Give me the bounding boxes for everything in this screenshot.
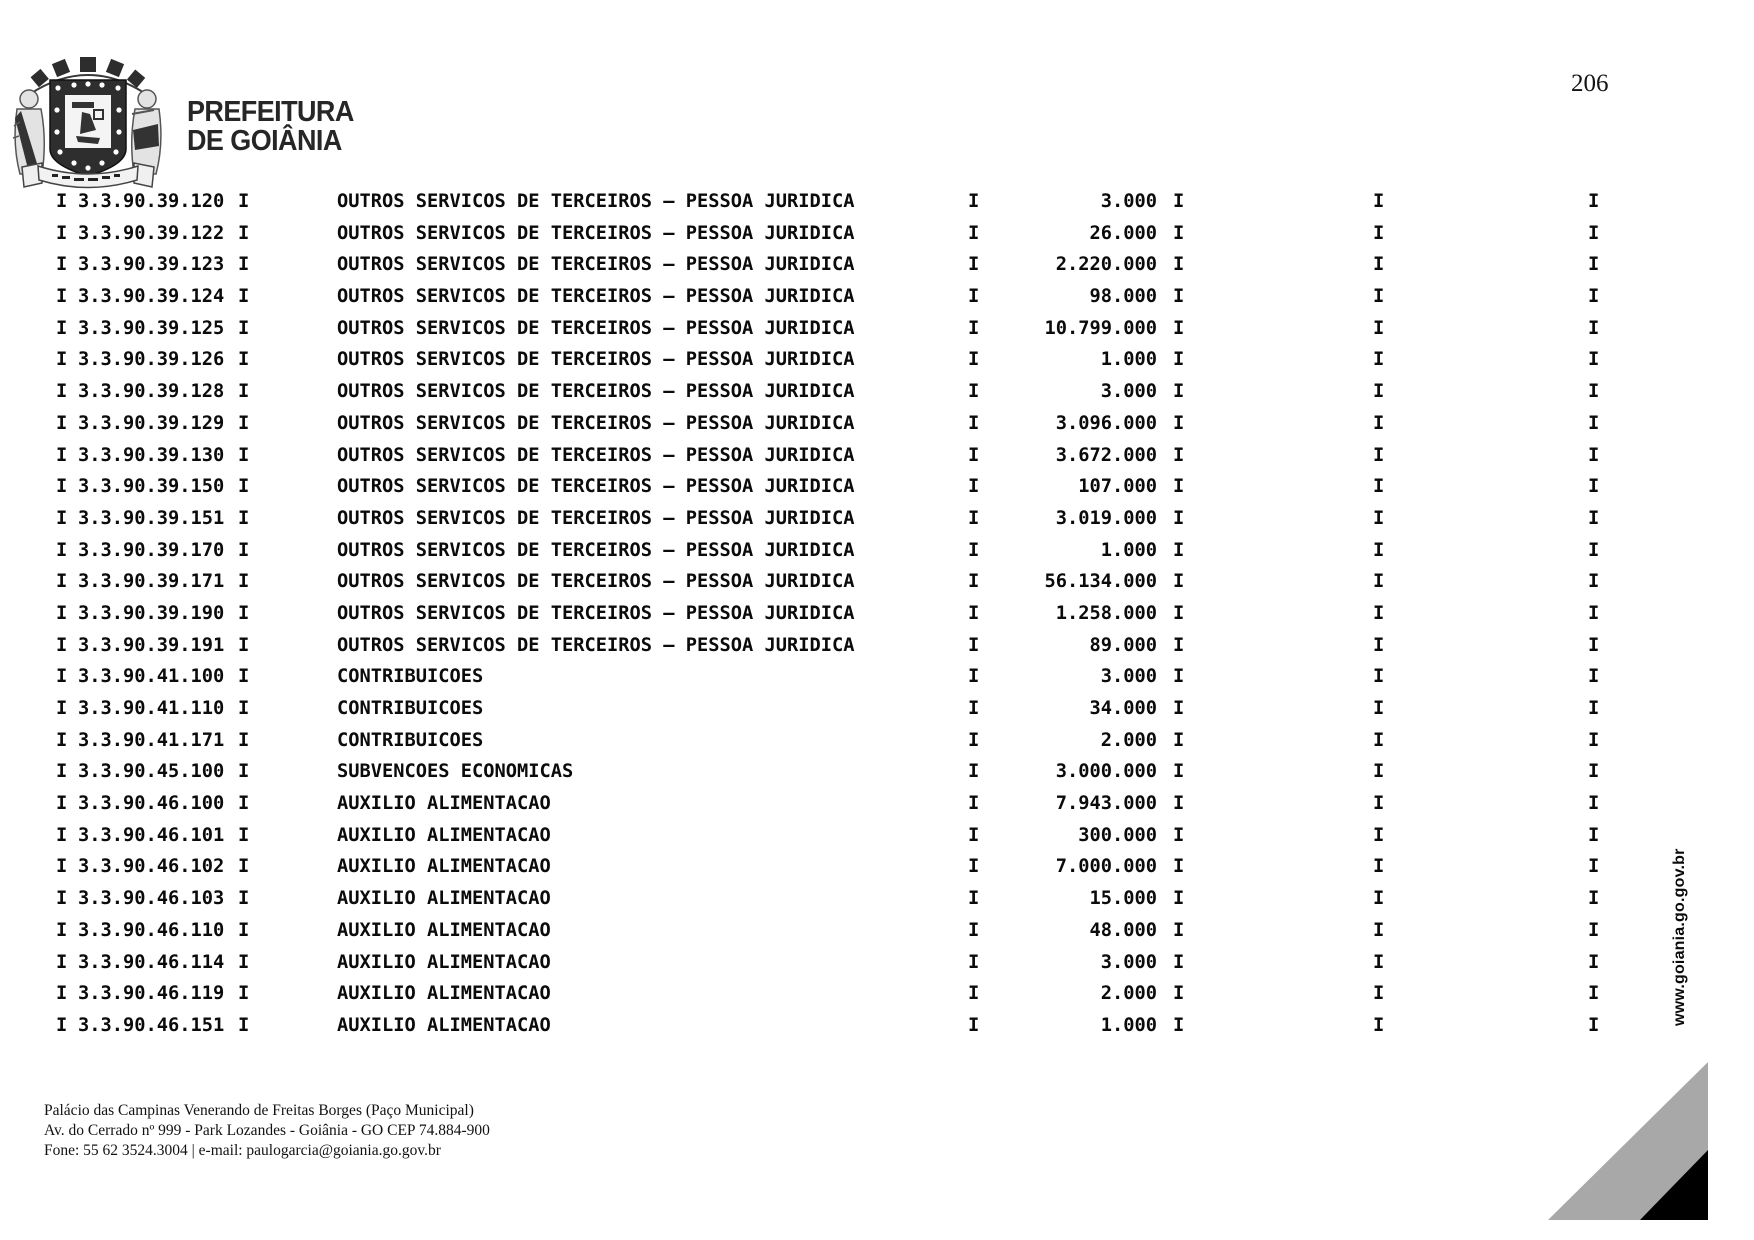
row-separator: I <box>968 793 980 815</box>
row-separator: I <box>56 729 68 751</box>
table-row <box>0 1010 1754 1042</box>
row-separator: I <box>1588 381 1600 403</box>
table-row <box>0 851 1754 883</box>
row-separator: I <box>238 761 250 783</box>
budget-value: 3.000 <box>1100 381 1157 403</box>
row-separator: I <box>238 729 250 751</box>
row-separator: I <box>968 666 980 688</box>
row-separator: I <box>238 222 250 244</box>
row-separator: I <box>968 254 980 276</box>
budget-value: 3.019.000 <box>1055 507 1157 529</box>
table-row <box>0 376 1754 408</box>
row-separator: I <box>238 1014 250 1036</box>
row-separator: I <box>1373 698 1385 719</box>
footer-line-2: Av. do Cerrado nº 999 - Park Lozandes - Goiânia - GO CEP 74.884-900 <box>44 1122 490 1139</box>
row-separator: I <box>1373 476 1385 498</box>
row-separator: I <box>968 222 980 244</box>
budget-code: 3.3.90.46.103 <box>78 888 225 910</box>
row-separator: I <box>238 634 250 656</box>
row-separator: I <box>1173 634 1185 656</box>
table-row <box>0 693 1754 725</box>
row-separator: I <box>1373 571 1385 593</box>
row-separator: I <box>1173 381 1185 403</box>
table-row <box>0 915 1754 947</box>
budget-description: OUTROS SERVICOS DE TERCEIROS – PESSOA JURIDICA <box>337 254 855 276</box>
row-separator: I <box>1588 824 1600 846</box>
row-separator: I <box>1173 191 1185 212</box>
row-separator: I <box>1373 824 1385 846</box>
table-row <box>0 471 1754 503</box>
row-separator: I <box>1373 919 1385 941</box>
budget-code: 3.3.90.46.110 <box>78 919 225 941</box>
budget-value: 2.000 <box>1100 729 1157 751</box>
budget-code: 3.3.90.39.122 <box>78 222 225 244</box>
row-separator: I <box>1173 919 1185 941</box>
row-separator: I <box>1373 761 1385 783</box>
row-separator: I <box>1373 951 1385 973</box>
page-number: 206 <box>1571 70 1609 97</box>
row-separator: I <box>56 476 68 498</box>
row-separator: I <box>968 761 980 783</box>
budget-value: 3.672.000 <box>1055 444 1157 466</box>
row-separator: I <box>968 634 980 656</box>
row-separator: I <box>968 444 980 466</box>
budget-code: 3.3.90.39.128 <box>78 381 225 403</box>
table-row <box>0 630 1754 662</box>
row-separator: I <box>238 602 250 624</box>
budget-description: OUTROS SERVICOS DE TERCEIROS – PESSOA JURIDICA <box>337 349 855 371</box>
row-separator: I <box>1588 729 1600 751</box>
row-separator: I <box>56 317 68 339</box>
row-separator: I <box>56 222 68 244</box>
row-separator: I <box>238 698 250 719</box>
budget-code: 3.3.90.39.120 <box>78 191 225 212</box>
budget-value: 48.000 <box>1089 919 1157 941</box>
row-separator: I <box>1373 444 1385 466</box>
row-separator: I <box>1373 539 1385 561</box>
row-separator: I <box>1588 951 1600 973</box>
row-separator: I <box>56 888 68 910</box>
footer-line-3: Fone: 55 62 3524.3004 | e-mail: paulogarcia@goiania.go.gov.br <box>44 1142 441 1159</box>
budget-code: 3.3.90.39.150 <box>78 476 225 498</box>
budget-description: AUXILIO ALIMENTACAO <box>337 1014 551 1036</box>
budget-value: 7.000.000 <box>1055 856 1157 878</box>
table-row <box>0 249 1754 281</box>
budget-code: 3.3.90.41.171 <box>78 729 225 751</box>
table-row <box>0 440 1754 472</box>
row-separator: I <box>968 539 980 561</box>
budget-value: 1.000 <box>1100 539 1157 561</box>
row-separator: I <box>56 444 68 466</box>
row-separator: I <box>968 191 980 212</box>
row-separator: I <box>968 729 980 751</box>
budget-value: 107.000 <box>1078 476 1157 498</box>
row-separator: I <box>1173 1014 1185 1036</box>
table-row <box>0 218 1754 250</box>
row-separator: I <box>1173 412 1185 434</box>
table-row <box>0 344 1754 376</box>
budget-description: CONTRIBUICOES <box>337 698 484 719</box>
budget-description: OUTROS SERVICOS DE TERCEIROS – PESSOA JURIDICA <box>337 507 855 529</box>
row-separator: I <box>1588 191 1600 212</box>
row-separator: I <box>1373 634 1385 656</box>
brand-line-1: PREFEITURA <box>187 96 354 128</box>
row-separator: I <box>1588 1014 1600 1036</box>
row-separator: I <box>1588 856 1600 878</box>
row-separator: I <box>1173 349 1185 371</box>
budget-description: CONTRIBUICOES <box>337 666 484 688</box>
table-row <box>0 756 1754 788</box>
budget-code: 3.3.90.39.126 <box>78 349 225 371</box>
budget-description: OUTROS SERVICOS DE TERCEIROS – PESSOA JURIDICA <box>337 412 855 434</box>
row-separator: I <box>1173 539 1185 561</box>
budget-description: SUBVENCOES ECONOMICAS <box>337 761 574 783</box>
row-separator: I <box>1588 919 1600 941</box>
budget-value: 56.134.000 <box>1044 571 1157 593</box>
budget-description: OUTROS SERVICOS DE TERCEIROS – PESSOA JURIDICA <box>337 381 855 403</box>
row-separator: I <box>56 698 68 719</box>
table-row <box>0 725 1754 757</box>
crest-right-figure <box>132 90 161 174</box>
row-separator: I <box>238 539 250 561</box>
budget-description: OUTROS SERVICOS DE TERCEIROS – PESSOA JURIDICA <box>337 571 855 593</box>
row-separator: I <box>1588 602 1600 624</box>
row-separator: I <box>1373 983 1385 1005</box>
row-separator: I <box>968 349 980 371</box>
budget-value: 89.000 <box>1089 634 1157 656</box>
row-separator: I <box>56 856 68 878</box>
row-separator: I <box>968 412 980 434</box>
row-separator: I <box>968 983 980 1005</box>
row-separator: I <box>1588 571 1600 593</box>
row-separator: I <box>1588 476 1600 498</box>
budget-description: OUTROS SERVICOS DE TERCEIROS – PESSOA JURIDICA <box>337 317 855 339</box>
row-separator: I <box>238 476 250 498</box>
budget-description: AUXILIO ALIMENTACAO <box>337 793 551 815</box>
row-separator: I <box>238 317 250 339</box>
budget-code: 3.3.90.39.124 <box>78 286 225 308</box>
row-separator: I <box>1588 698 1600 719</box>
row-separator: I <box>968 476 980 498</box>
row-separator: I <box>1373 888 1385 910</box>
row-separator: I <box>1173 698 1185 719</box>
row-separator: I <box>56 381 68 403</box>
budget-code: 3.3.90.39.130 <box>78 444 225 466</box>
row-separator: I <box>56 634 68 656</box>
crest-left-figure <box>13 90 44 174</box>
budget-value: 1.000 <box>1100 1014 1157 1036</box>
budget-code: 3.3.90.46.119 <box>78 983 225 1005</box>
budget-value: 3.000.000 <box>1055 761 1157 783</box>
row-separator: I <box>56 191 68 212</box>
brand-wordmark <box>187 98 354 156</box>
row-separator: I <box>56 507 68 529</box>
budget-code: 3.3.90.39.171 <box>78 571 225 593</box>
budget-description: OUTROS SERVICOS DE TERCEIROS – PESSOA JURIDICA <box>337 602 855 624</box>
row-separator: I <box>1588 634 1600 656</box>
row-separator: I <box>56 571 68 593</box>
row-separator: I <box>1173 286 1185 308</box>
row-separator: I <box>56 286 68 308</box>
row-separator: I <box>1373 317 1385 339</box>
table-row <box>0 598 1754 630</box>
row-separator: I <box>1173 222 1185 244</box>
row-separator: I <box>56 983 68 1005</box>
budget-value: 3.000 <box>1100 951 1157 973</box>
row-separator: I <box>56 349 68 371</box>
budget-code: 3.3.90.41.110 <box>78 698 225 719</box>
table-row <box>0 978 1754 1010</box>
row-separator: I <box>1373 507 1385 529</box>
report-table <box>0 186 1754 1042</box>
row-separator: I <box>1173 476 1185 498</box>
row-separator: I <box>238 412 250 434</box>
footer-line-1: Palácio das Campinas Venerando de Freitas Borges (Paço Municipal) <box>44 1102 474 1119</box>
row-separator: I <box>56 602 68 624</box>
row-separator: I <box>968 286 980 308</box>
table-row <box>0 408 1754 440</box>
corner-triangle-decoration <box>1548 1062 1709 1221</box>
row-separator: I <box>1173 666 1185 688</box>
table-row <box>0 186 1754 218</box>
row-separator: I <box>238 666 250 688</box>
row-separator: I <box>968 824 980 846</box>
row-separator: I <box>1173 983 1185 1005</box>
row-separator: I <box>968 951 980 973</box>
row-separator: I <box>1588 254 1600 276</box>
row-separator: I <box>1588 888 1600 910</box>
row-separator: I <box>1373 856 1385 878</box>
row-separator: I <box>56 793 68 815</box>
budget-code: 3.3.90.41.100 <box>78 666 225 688</box>
row-separator: I <box>1173 444 1185 466</box>
budget-description: AUXILIO ALIMENTACAO <box>337 919 551 941</box>
budget-value: 34.000 <box>1089 698 1157 719</box>
row-separator: I <box>1588 222 1600 244</box>
row-separator: I <box>1373 793 1385 815</box>
row-separator: I <box>238 793 250 815</box>
row-separator: I <box>238 983 250 1005</box>
row-separator: I <box>1373 412 1385 434</box>
budget-value: 7.943.000 <box>1055 793 1157 815</box>
row-separator: I <box>1588 793 1600 815</box>
row-separator: I <box>968 888 980 910</box>
row-separator: I <box>238 571 250 593</box>
budget-code: 3.3.90.46.100 <box>78 793 225 815</box>
table-row <box>0 788 1754 820</box>
budget-description: OUTROS SERVICOS DE TERCEIROS – PESSOA JURIDICA <box>337 476 855 498</box>
row-separator: I <box>1588 317 1600 339</box>
row-separator: I <box>1588 412 1600 434</box>
row-separator: I <box>968 919 980 941</box>
row-separator: I <box>238 286 250 308</box>
budget-description: OUTROS SERVICOS DE TERCEIROS – PESSOA JURIDICA <box>337 222 855 244</box>
row-separator: I <box>968 317 980 339</box>
row-separator: I <box>1373 286 1385 308</box>
crest-shield-icon <box>50 80 126 176</box>
row-separator: I <box>1373 1014 1385 1036</box>
row-separator: I <box>56 539 68 561</box>
row-separator: I <box>1173 824 1185 846</box>
row-separator: I <box>238 856 250 878</box>
budget-description: OUTROS SERVICOS DE TERCEIROS – PESSOA JURIDICA <box>337 444 855 466</box>
budget-value: 98.000 <box>1089 286 1157 308</box>
row-separator: I <box>1373 602 1385 624</box>
row-separator: I <box>1173 254 1185 276</box>
table-row <box>0 661 1754 693</box>
row-separator: I <box>1588 539 1600 561</box>
budget-value: 300.000 <box>1078 824 1157 846</box>
row-separator: I <box>238 888 250 910</box>
budget-code: 3.3.90.39.190 <box>78 602 225 624</box>
row-separator: I <box>1588 286 1600 308</box>
budget-value: 1.000 <box>1100 349 1157 371</box>
table-row <box>0 535 1754 567</box>
row-separator: I <box>56 1014 68 1036</box>
budget-code: 3.3.90.39.125 <box>78 317 225 339</box>
budget-value: 3.000 <box>1100 191 1157 212</box>
row-separator: I <box>968 381 980 403</box>
budget-description: OUTROS SERVICOS DE TERCEIROS – PESSOA JURIDICA <box>337 539 855 561</box>
budget-description: AUXILIO ALIMENTACAO <box>337 983 551 1005</box>
row-separator: I <box>1373 254 1385 276</box>
budget-description: AUXILIO ALIMENTACAO <box>337 824 551 846</box>
budget-code: 3.3.90.39.123 <box>78 254 225 276</box>
budget-value: 3.000 <box>1100 666 1157 688</box>
row-separator: I <box>968 1014 980 1036</box>
row-separator: I <box>238 824 250 846</box>
row-separator: I <box>1173 507 1185 529</box>
row-separator: I <box>968 602 980 624</box>
row-separator: I <box>1173 888 1185 910</box>
budget-description: AUXILIO ALIMENTACAO <box>337 951 551 973</box>
budget-value: 10.799.000 <box>1044 317 1157 339</box>
budget-value: 3.096.000 <box>1055 412 1157 434</box>
budget-value: 2.000 <box>1100 983 1157 1005</box>
row-separator: I <box>1173 856 1185 878</box>
budget-description: OUTROS SERVICOS DE TERCEIROS – PESSOA JURIDICA <box>337 191 855 212</box>
row-separator: I <box>238 191 250 212</box>
row-separator: I <box>1373 666 1385 688</box>
row-separator: I <box>1588 666 1600 688</box>
table-row <box>0 947 1754 979</box>
row-separator: I <box>1588 507 1600 529</box>
budget-description: CONTRIBUICOES <box>337 729 484 751</box>
row-separator: I <box>1373 222 1385 244</box>
budget-description: OUTROS SERVICOS DE TERCEIROS – PESSOA JURIDICA <box>337 634 855 656</box>
row-separator: I <box>238 349 250 371</box>
budget-value: 26.000 <box>1089 222 1157 244</box>
row-separator: I <box>1588 444 1600 466</box>
row-separator: I <box>1588 761 1600 783</box>
budget-code: 3.3.90.39.129 <box>78 412 225 434</box>
footer-address-block <box>44 1101 490 1161</box>
row-separator: I <box>1173 729 1185 751</box>
row-separator: I <box>1173 761 1185 783</box>
budget-code: 3.3.90.46.114 <box>78 951 225 973</box>
budget-code: 3.3.90.39.170 <box>78 539 225 561</box>
row-separator: I <box>1373 191 1385 212</box>
table-row <box>0 883 1754 915</box>
budget-code: 3.3.90.39.191 <box>78 634 225 656</box>
row-separator: I <box>1173 571 1185 593</box>
row-separator: I <box>238 507 250 529</box>
row-separator: I <box>56 666 68 688</box>
row-separator: I <box>968 856 980 878</box>
row-separator: I <box>1173 793 1185 815</box>
budget-description: OUTROS SERVICOS DE TERCEIROS – PESSOA JURIDICA <box>337 286 855 308</box>
budget-value: 2.220.000 <box>1055 254 1157 276</box>
row-separator: I <box>238 444 250 466</box>
row-separator: I <box>1588 983 1600 1005</box>
row-separator: I <box>56 919 68 941</box>
budget-value: 1.258.000 <box>1055 602 1157 624</box>
budget-value: 15.000 <box>1089 888 1157 910</box>
row-separator: I <box>238 381 250 403</box>
row-separator: I <box>1588 349 1600 371</box>
row-separator: I <box>56 951 68 973</box>
row-separator: I <box>238 951 250 973</box>
row-separator: I <box>56 254 68 276</box>
row-separator: I <box>56 761 68 783</box>
budget-code: 3.3.90.45.100 <box>78 761 225 783</box>
row-separator: I <box>1173 951 1185 973</box>
table-row <box>0 566 1754 598</box>
goiania-coat-of-arms-logo <box>8 52 168 190</box>
row-separator: I <box>1173 317 1185 339</box>
budget-code: 3.3.90.46.102 <box>78 856 225 878</box>
row-separator: I <box>968 698 980 719</box>
row-separator: I <box>1373 729 1385 751</box>
row-separator: I <box>1373 381 1385 403</box>
row-separator: I <box>56 412 68 434</box>
table-row <box>0 820 1754 852</box>
row-separator: I <box>238 919 250 941</box>
budget-code: 3.3.90.46.151 <box>78 1014 225 1036</box>
row-separator: I <box>968 571 980 593</box>
row-separator: I <box>1173 602 1185 624</box>
budget-code: 3.3.90.46.101 <box>78 824 225 846</box>
row-separator: I <box>968 507 980 529</box>
row-separator: I <box>238 254 250 276</box>
budget-description: AUXILIO ALIMENTACAO <box>337 856 551 878</box>
budget-code: 3.3.90.39.151 <box>78 507 225 529</box>
website-vertical-text: www.goiania.go.gov.br <box>1671 848 1688 1026</box>
budget-description: AUXILIO ALIMENTACAO <box>337 888 551 910</box>
table-row <box>0 281 1754 313</box>
row-separator: I <box>1373 349 1385 371</box>
table-row <box>0 503 1754 535</box>
brand-line-2: DE GOIÂNIA <box>187 125 342 157</box>
table-row <box>0 313 1754 345</box>
row-separator: I <box>56 824 68 846</box>
